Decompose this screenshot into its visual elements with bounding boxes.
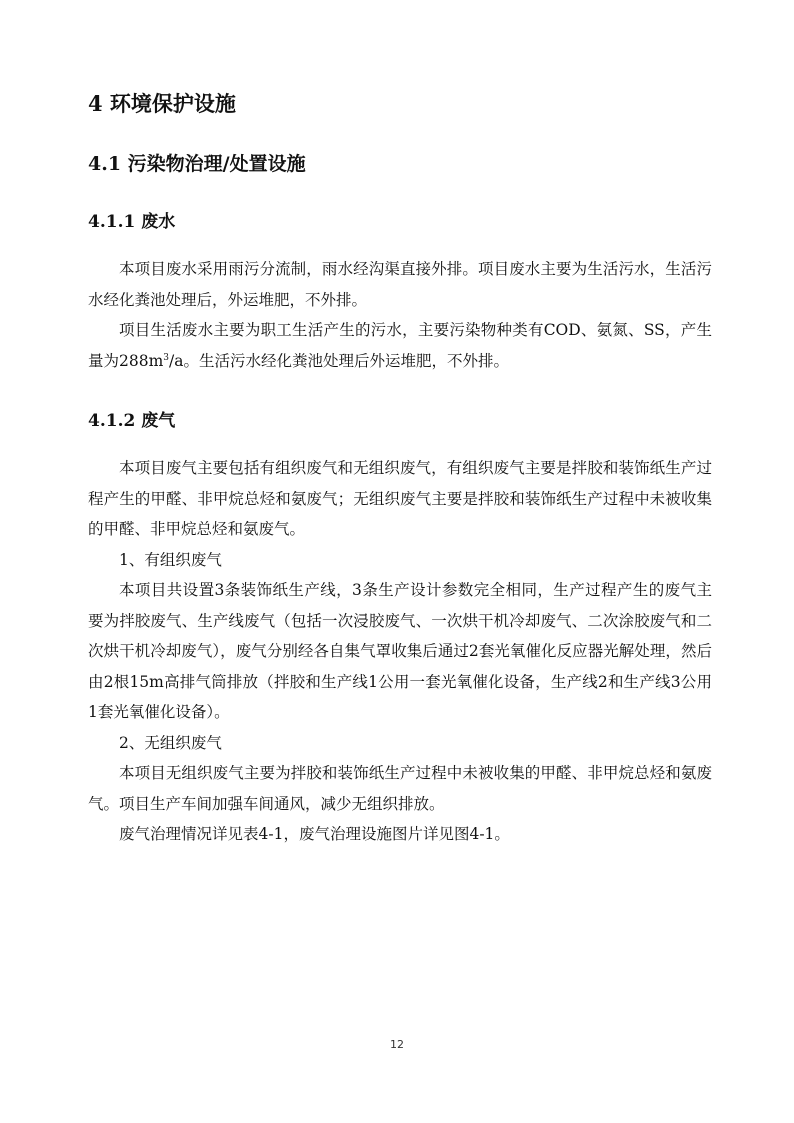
unorganized-gas-title: 2、无组织废气: [119, 734, 222, 752]
unorganized-gas-text: 本项目无组织废气主要为拌胶和装饰纸生产过程中未被收集的甲醛、非甲烷总烃和氨废气。项目生产车间加强车间通风，减少无组织排放。: [88, 764, 712, 813]
wastewater-paragraph-2: [88, 315, 712, 376]
section-heading: 4.1 污染物治理/处置设施: [88, 153, 306, 175]
waste-gas-paragraph-1: 本项目废气主要包括有组织废气和无组织废气，有组织废气主要是拌胶和装饰纸生产过程产生的甲醛、非甲烷总烃和氨废气；无组织废气主要是拌胶和装饰纸生产过程中未被收集的甲醛、非甲烷总烃和氨废气。: [88, 459, 712, 538]
organized-gas-title: 1、有组织废气: [119, 551, 222, 569]
wastewater-paragraph-2-text-a: 项目生活废水主要为职工生活产生的污水，主要污染物种类有COD、氨氮、SS，产生量为288m: [88, 321, 712, 370]
subsection-heading-wastewater: 4.1.1 废水: [88, 212, 176, 232]
subsection-heading-waste-gas: 4.1.2 废气: [88, 411, 176, 431]
wastewater-paragraph-2-text-b: /a。生活污水经化粪池处理后外运堆肥，不外排。: [169, 351, 509, 370]
wastewater-paragraph-1: 本项目废水采用雨污分流制，雨水经沟渠直接外排。项目废水主要为生活污水，生活污水经化粪池处理后，外运堆肥，不外排。: [88, 260, 712, 309]
page-number: 12: [390, 1038, 404, 1051]
waste-gas-closing: 废气治理情况详见表4-1，废气治理设施图片详见图4-1。: [119, 825, 510, 843]
superscript-cubic: 3: [163, 352, 170, 363]
organized-gas-text: 本项目共设置3条装饰纸生产线，3条生产设计参数完全相同，生产过程产生的废气主要为拌胶废气、生产线废气（包括一次浸胶废气、一次烘干机冷却废气、二次涂胶废气和二次烘干机冷却废气），废气分别经各自集气罩收集后通过2套光氧催化反应器光解处理，然后由2根15m高排气筒排放（拌胶和生产线1公用一套光氧催化设备，生产线2和生产线3公用1套光氧催化设备）。: [88, 581, 712, 721]
chapter-heading: 4 环境保护设施: [88, 91, 236, 116]
